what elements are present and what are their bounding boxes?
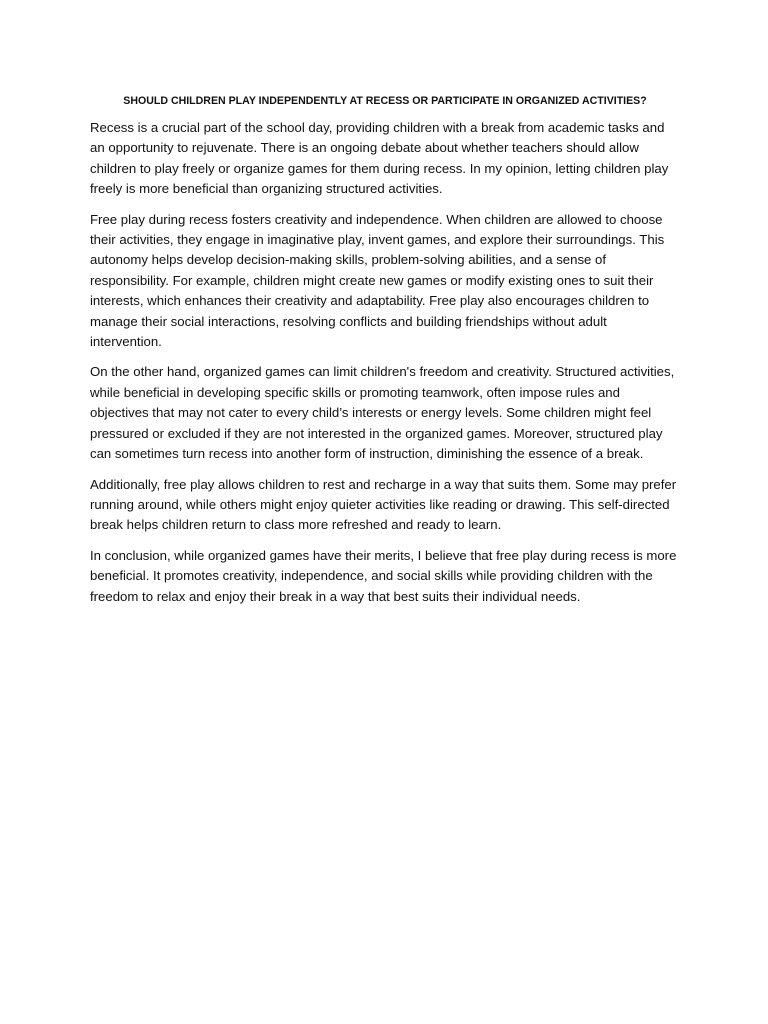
paragraph-organized-games: On the other hand, organized games can limit children's freedom and creativity. Structured activities, while beneficial in developing specific skills or promoting teamwork, often impose rules and objectives that may not cater to every child’s interests or energy levels. Some children might feel pressured or excluded if they are not interested in the organized games. Moreover, structured play can sometimes turn recess into another form of instruction, diminishing the essence of a break. — [90, 364, 675, 462]
paragraph-conclusion: In conclusion, while organized games have their merits, I believe that free play during recess is more beneficial. It promotes creativity, independence, and social skills while providing children with the freedom to relax and enjoy their break in a way that best suits their individual needs. — [90, 547, 677, 604]
document-title: SHOULD CHILDREN PLAY INDEPENDENTLY AT RECESS OR PARTICIPATE IN ORGANIZED ACTIVITIES? — [123, 95, 647, 107]
paragraph-rest-recharge: Additionally, free play allows children to rest and recharge in a way that suits them. Some may prefer running around, while others might enjoy quieter activities like reading or drawing. This self-directed break helps children return to class more refreshed and ready to learn. — [90, 476, 677, 533]
paragraph-free-play: Free play during recess fosters creativity and independence. When children are allowed to choose their activities, they engage in imaginative play, invent games, and explore their surroundings. This autonomy helps develop decision-making skills, problem-solving abilities, and a sense of responsibility. For example, children might create new games or modify existing ones to suit their interests, which enhances their creativity and adaptability. Free play also encourages children to manage their social interactions, resolving conflicts and building friendships without adult intervention. — [90, 211, 665, 350]
paragraph-introduction: Recess is a crucial part of the school day, providing children with a break from academic tasks and an opportunity to rejuvenate. There is an ongoing debate about whether teachers should allow children to play freely or organize games for them during recess. In my opinion, letting children play freely is more beneficial than organizing structured activities. — [90, 120, 669, 197]
